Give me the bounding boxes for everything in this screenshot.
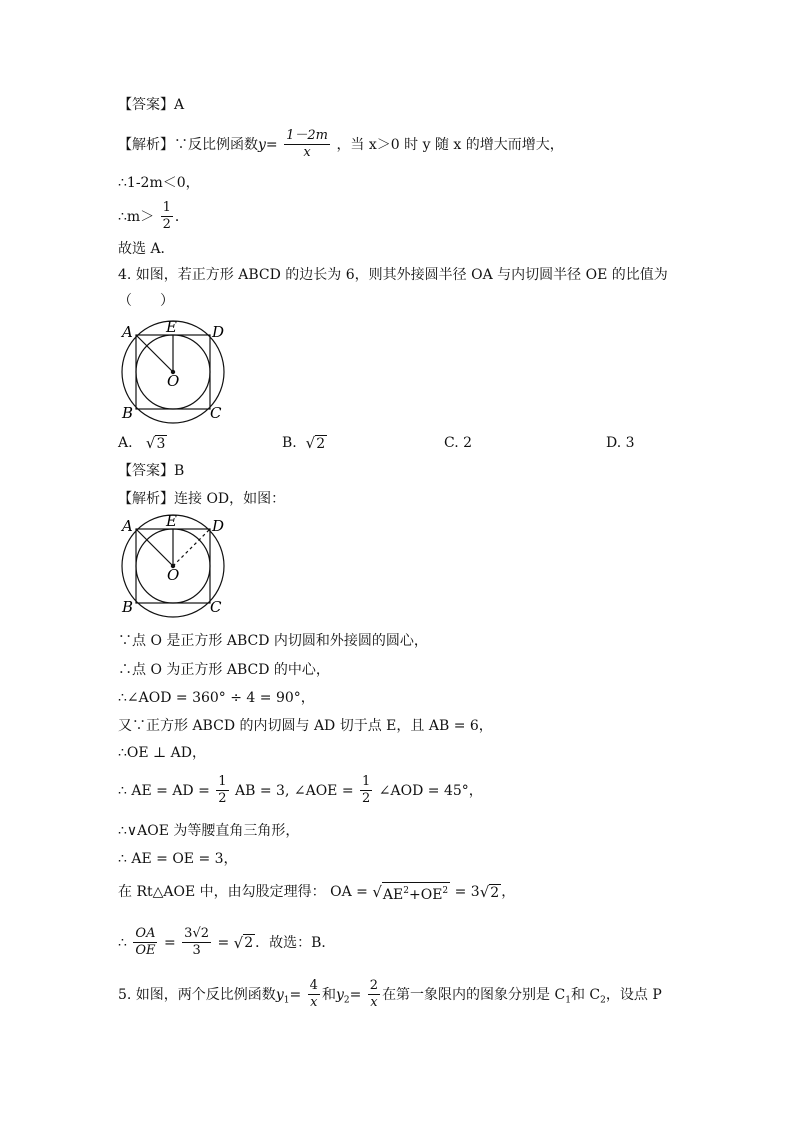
math-text: AB = 3, ∠AOE = — [235, 782, 354, 799]
q3-step2 — [118, 200, 189, 233]
math-text: OA = — [330, 884, 368, 901]
fraction-num: 1 — [362, 774, 371, 789]
fraction — [368, 978, 380, 1011]
var-y: y — [275, 986, 284, 1003]
fraction — [133, 926, 157, 959]
radical: 2 — [244, 935, 254, 951]
option-c — [444, 434, 472, 452]
q3-answer: 【答案】A — [118, 97, 185, 113]
subscript: 2 — [600, 995, 606, 1006]
option-a: A. √3 — [118, 434, 166, 452]
label-o: O — [167, 372, 180, 390]
eq-sign: = — [217, 934, 230, 951]
radical: 2 — [490, 884, 500, 901]
q5-text: 5. 如图，两个反比例函数 — [118, 986, 276, 1003]
q4-stem-blank: （ ） — [118, 293, 174, 309]
q4-stem: 4. 如图，若正方形 ABCD 的边长为 6，则其外接圆半径 OA 与内切圆半径 OE 的比值为 — [118, 267, 668, 283]
q4-line3: ∴∠AOD = 360° ÷ 4 = 90°， — [118, 690, 315, 706]
option-label: C. — [444, 435, 459, 451]
q4-line6 — [118, 774, 483, 807]
fraction-den: 2 — [362, 791, 371, 806]
fraction — [216, 774, 228, 807]
figure-square-circles — [116, 318, 236, 430]
subscript: 2 — [343, 995, 350, 1006]
fraction-den: x — [310, 995, 318, 1010]
q3-conclusion: 故选 A． — [118, 241, 175, 257]
q4-answer: 【答案】B — [118, 463, 185, 479]
figure-square-circles-od — [116, 512, 236, 624]
q4-line9: 在 Rt△AOE 中，由勾股定理得： OA = $√AE^2+OE^2 = 3√2$ ， — [118, 883, 516, 903]
analysis-text: ，当 x＞0 时 y 随 x 的增大而增大， — [336, 136, 564, 153]
option-label: A. — [118, 435, 133, 451]
fraction — [161, 200, 173, 233]
label-e: E — [166, 318, 177, 336]
subscript: 1 — [283, 995, 290, 1006]
q3-analysis-line — [118, 128, 564, 161]
option-label: D. — [606, 435, 622, 451]
fraction-num: 1 — [162, 200, 171, 215]
math-text: ∴ — [118, 934, 127, 951]
q5-text: 和 — [321, 986, 336, 1003]
fraction-num: 3√2 — [184, 926, 209, 941]
label-d: D — [212, 517, 225, 535]
q4-line4: 又∵正方形 ABCD 的内切圆与 AD 切于点 E，且 AB = 6， — [118, 718, 493, 734]
q3-step1: ∴1-2m＜0， — [118, 175, 200, 191]
label-c: C — [210, 598, 222, 616]
option-b: B. √2 — [282, 434, 326, 452]
analysis-tag: 【解析】 — [118, 491, 174, 507]
fraction-num: 1－2m — [286, 128, 328, 143]
math-text: = 3 — [454, 884, 480, 901]
option-label: B. — [282, 435, 297, 451]
analysis-text: 连接 OD，如图： — [174, 491, 286, 507]
fraction — [308, 978, 320, 1011]
fraction-den: 3 — [192, 943, 201, 958]
rad-term: +OE — [408, 886, 443, 903]
label-b: B — [122, 404, 134, 422]
fraction — [182, 926, 211, 959]
eq-sign: = — [289, 986, 302, 1003]
q4-line1: ∵点 O 是正方形 ABCD 内切圆和外接圆的圆心， — [118, 633, 428, 649]
fraction-num: 4 — [309, 978, 318, 993]
q5-text: 在第一象限内的图象分别是 C — [382, 986, 566, 1003]
math-text: ．故选：B． — [255, 934, 336, 951]
radical — [382, 882, 450, 903]
subscript: 1 — [565, 995, 571, 1006]
fraction-num: OA — [135, 926, 156, 941]
eq-sign: = — [163, 934, 176, 951]
fraction-den: 2 — [218, 791, 227, 806]
exponent: 2 — [403, 886, 409, 896]
label-o: O — [167, 566, 180, 584]
label-b: B — [122, 598, 134, 616]
option-d — [606, 434, 635, 452]
exponent: 2 — [442, 886, 449, 896]
step-text: ． — [174, 208, 189, 225]
option-value: 2 — [463, 435, 473, 451]
math-text: ∠AOD = 45°， — [378, 782, 483, 799]
q4-line10: ∴ $\frac{OA}{OE}$ = $\frac{3√2}{3}$ = √2 ．故选：B． — [118, 926, 336, 958]
label-a: A — [122, 517, 133, 535]
option-value: 3 — [156, 435, 166, 452]
q4-line8: ∴ AE = OE = 3， — [118, 851, 238, 867]
analysis-text: ∵反比例函数 — [174, 136, 258, 153]
eq-sign: = — [265, 136, 278, 153]
q4-line7: ∴∨AOE 为等腰直角三角形， — [118, 823, 300, 839]
eq-sign: = — [349, 986, 362, 1003]
fraction-num: 2 — [369, 978, 379, 993]
label-d: D — [212, 323, 225, 341]
fraction-num: 1 — [218, 774, 227, 789]
step-text: ∴m＞ — [118, 208, 155, 225]
fraction-den: x — [303, 145, 311, 160]
var-y: y — [258, 136, 266, 153]
label-c: C — [210, 404, 222, 422]
math-text: 在 Rt△AOE 中，由勾股定理得： — [118, 884, 326, 901]
option-value: 2 — [316, 435, 326, 452]
rad-term: AE — [382, 886, 404, 903]
q4-analysis-first — [118, 490, 285, 508]
option-value: 3 — [625, 435, 635, 451]
fraction-den: OE — [135, 943, 156, 958]
q5-stem — [118, 978, 662, 1011]
fraction — [360, 774, 372, 807]
fraction — [284, 128, 330, 161]
var-y: y — [335, 986, 344, 1003]
fraction-den: x — [370, 995, 378, 1010]
q5-text: 和 C — [570, 986, 601, 1003]
analysis-tag: 【解析】 — [118, 136, 174, 153]
math-text: ， — [501, 884, 516, 901]
fraction-den: 2 — [162, 217, 171, 232]
label-a: A — [122, 323, 133, 341]
label-e: E — [166, 512, 177, 530]
q5-text: ，设点 P — [605, 986, 662, 1003]
q4-line2: ∴点 O 为正方形 ABCD 的中心， — [118, 662, 330, 678]
math-text: ∴ AE = AD = — [118, 782, 210, 799]
q4-line5: ∴OE ⊥ AD， — [118, 745, 207, 761]
